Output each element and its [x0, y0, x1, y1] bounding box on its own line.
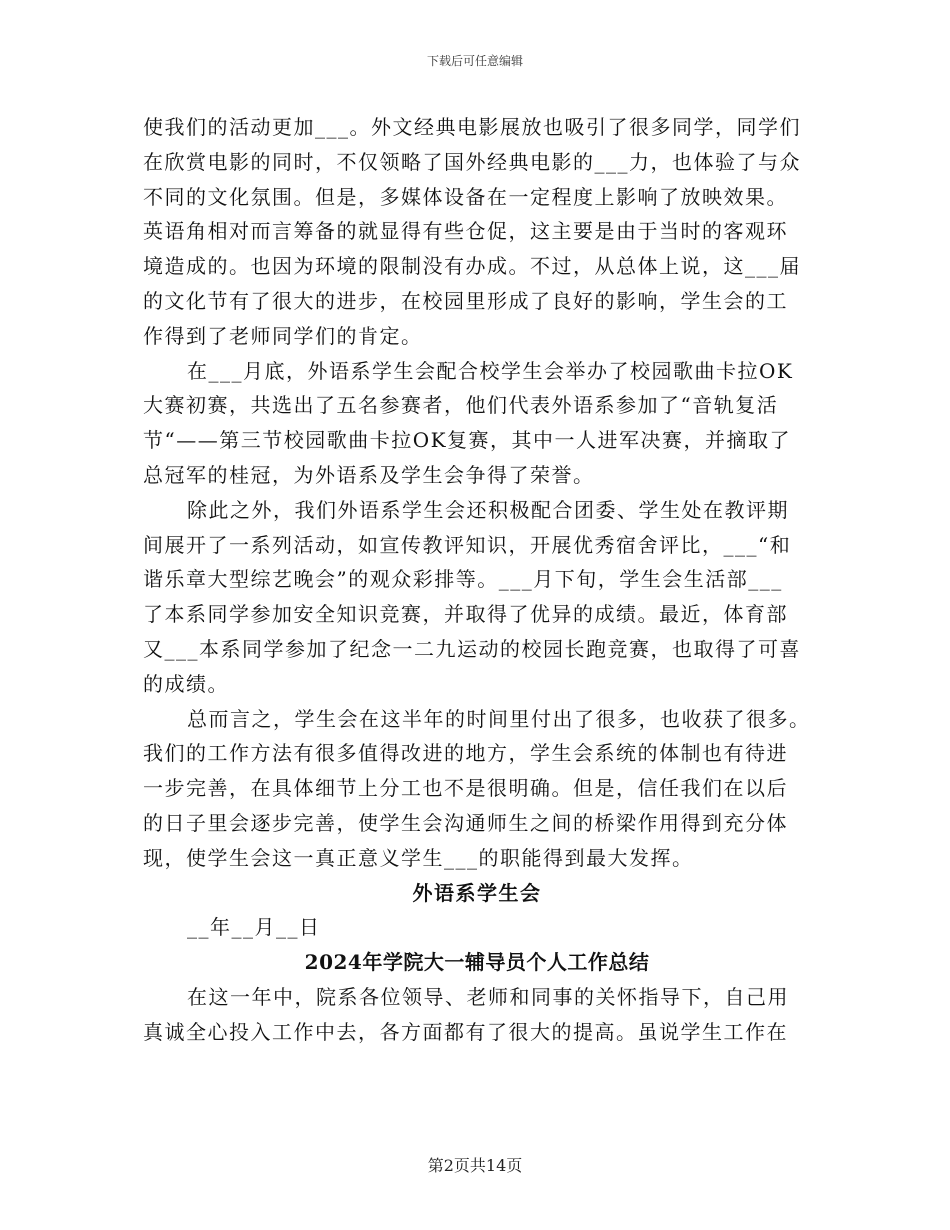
signature: 外语系学生会 [412, 880, 542, 905]
body-line: 作得到了老师同学们的肯定。 [143, 323, 423, 348]
next-document-title: 2024年学院大一辅导员个人工作总结 [304, 950, 650, 975]
body-line: 总冠军的桂冠，为外语系及学生会争得了荣誉。 [143, 462, 595, 487]
body-line: 一步完善，在具体细节上分工也不是很明确。但是，信任我们在以后 [143, 776, 788, 801]
body-line: 的成绩。 [143, 671, 229, 696]
body-line: 的日子里会逐步完善，使学生会沟通师生之间的桥梁作用得到充分体 [143, 810, 788, 835]
body-line: 我们的工作方法有很多值得改进的地方，学生会系统的体制也有待进 [143, 741, 788, 766]
paragraph-start-line: 在___月底，外语系学生会配合校学生会举办了校园歌曲卡拉OK [187, 358, 794, 383]
document-body [143, 110, 811, 1050]
body-line: 又___本系同学参加了纪念一二九运动的校园长跑竞赛，也取得了可喜 [143, 636, 801, 661]
body-line: 了本系同学参加安全知识竞赛，并取得了优异的成绩。最近，体育部 [143, 602, 788, 627]
signature-date: __年__月__日 [187, 915, 321, 940]
body-line: 不同的文化氛围。但是，多媒体设备在一定程度上影响了放映效果。 [143, 184, 788, 209]
body-line: 使我们的活动更加___。外文经典电影展放也吸引了很多同学，同学们 [143, 115, 801, 139]
page-header: 下载后可任意编辑 [426, 54, 523, 68]
page-number: 第2页共14页 [427, 1156, 523, 1175]
body-line: 现，使学生会这一真正意义学生___的职能得到最大发挥。 [143, 845, 694, 870]
body-line: 真诚全心投入工作中去，各方面都有了很大的提高。虽说学生工作在 [143, 1019, 788, 1044]
body-line: 境造成的。也因为环境的限制没有办成。不过，从总体上说，这___届 [143, 254, 801, 279]
paragraph-start-line: 在这一年中，院系各位领导、老师和同事的关怀指导下，自己用 [187, 984, 789, 1009]
body-line: 谐乐章大型综艺晚会”的观众彩排等。___月下旬，学生会生活部___ [143, 567, 783, 592]
body-line: 在欣赏电影的同时，不仅领略了国外经典电影的___力，也体验了与众 [143, 149, 801, 174]
body-line: 英语角相对而言筹备的就显得有些仓促，这主要是由于当时的客观环 [143, 219, 788, 244]
body-line: 节“——第三节校园歌曲卡拉OK复赛，其中一人进军决赛，并摘取了 [143, 428, 792, 453]
paragraph-start-line: 除此之外，我们外语系学生会还积极配合团委、学生处在教评期 [187, 497, 789, 522]
body-line: 大赛初赛，共选出了五名参赛者，他们代表外语系参加了“音轨复活 [143, 393, 779, 418]
body-line: 间展开了一系列活动，如宣传教评知识，开展优秀宿舍评比，___“和 [143, 532, 792, 557]
body-line: 的文化节有了很大的进步，在校园里形成了良好的影响，学生会的工 [143, 288, 788, 313]
paragraph-start-line: 总而言之，学生会在这半年的时间里付出了很多，也收获了很多。 [187, 706, 811, 731]
